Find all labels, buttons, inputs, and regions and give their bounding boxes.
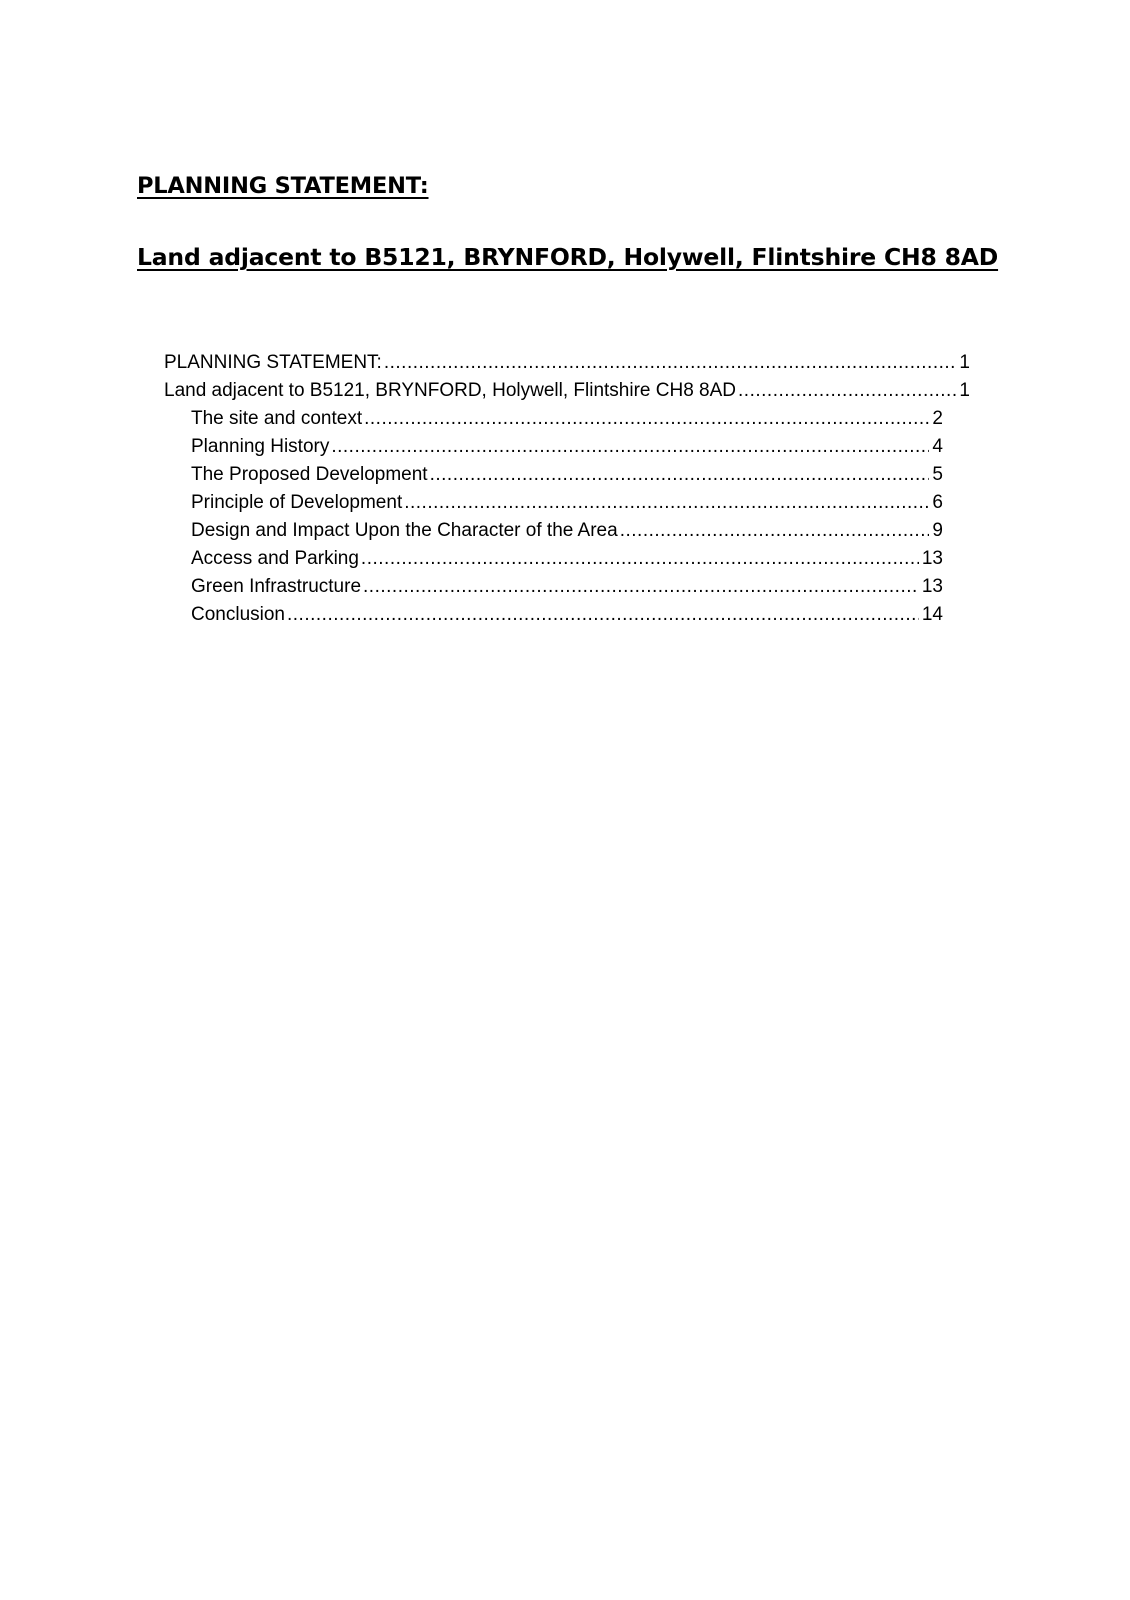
toc-entry-proposed-development[interactable] [191,463,943,487]
toc-entry-land-adjacent[interactable] [164,379,970,403]
toc-entry-page: 13 [921,576,943,597]
toc-entry-principle-of-development[interactable] [191,491,943,515]
toc-entry-page: 13 [921,548,943,569]
toc-entry-page: 9 [932,520,943,541]
toc-dot-leader [361,547,919,571]
toc-entry-label: The site and context [191,408,363,429]
toc-entry-conclusion[interactable] [191,603,943,627]
toc-dot-leader [287,603,919,627]
toc-entry-label: Conclusion [191,604,285,625]
toc-entry-planning-history[interactable] [191,435,943,459]
toc-entry-label: The Proposed Development [191,464,428,485]
toc-entry-label: Land adjacent to B5121, BRYNFORD, Holywell, Flintshire CH8 8AD [164,380,737,401]
toc-entry-page: 14 [921,604,943,625]
toc-entry-label: Access and Parking [191,548,359,569]
document-subtitle: Land adjacent to B5121, BRYNFORD, Holywell, Flintshire CH8 8AD [137,243,999,271]
toc-entry-page: 2 [932,408,943,429]
toc-entry-page: 1 [959,352,970,373]
toc-entry-green-infrastructure[interactable] [191,575,943,599]
toc-entry-page: 4 [932,436,943,457]
toc-entry-label: Planning History [191,436,330,457]
toc-dot-leader [430,463,930,487]
toc-entry-label: Design and Impact Upon the Character of the Area [191,520,618,541]
toc-entry-page: 5 [932,464,943,485]
toc-entry-design-and-impact[interactable] [191,519,943,543]
toc-entry-page: 6 [932,492,943,513]
toc-dot-leader [620,519,930,543]
toc-entry-access-and-parking[interactable] [191,547,943,571]
toc-dot-leader [364,407,929,431]
toc-entry-label: PLANNING STATEMENT: [164,352,382,373]
toc-dot-leader [738,379,956,403]
toc-dot-leader [363,575,919,599]
toc-entry-label: Green Infrastructure [191,576,362,597]
toc-dot-leader [331,435,929,459]
toc-dot-leader [384,351,957,375]
toc-entry-label: Principle of Development [191,492,403,513]
toc-dot-leader [404,491,929,515]
toc-entry-planning-statement[interactable] [164,351,970,375]
toc-entry-page: 1 [959,380,970,401]
toc-entry-site-and-context[interactable] [191,407,943,431]
document-title: PLANNING STATEMENT: [137,173,429,199]
